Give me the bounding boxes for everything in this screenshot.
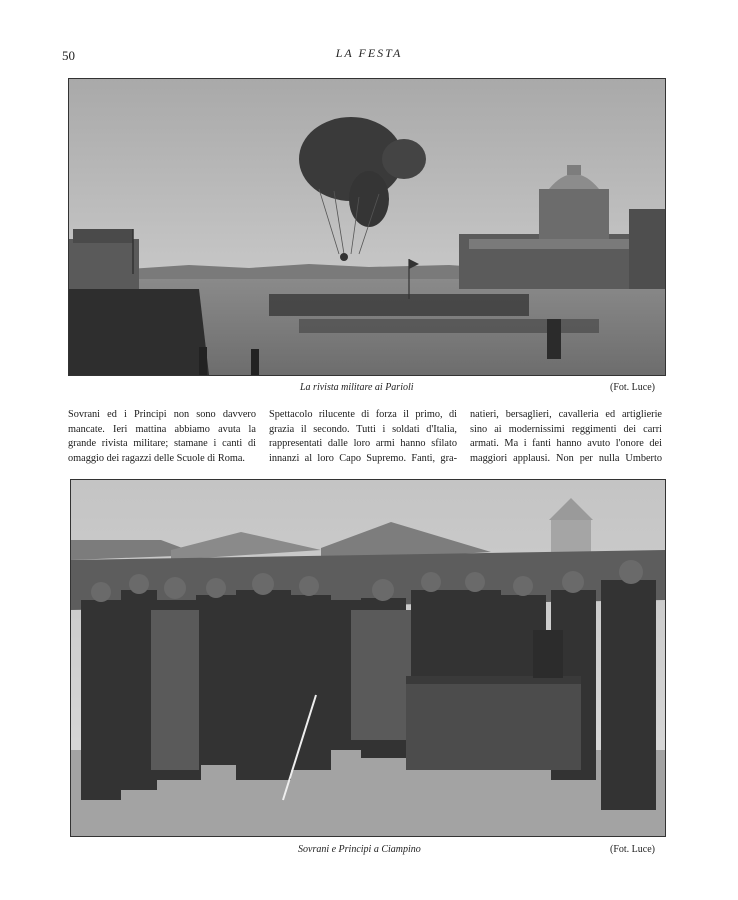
article-column-1 — [68, 408, 256, 466]
article-column-3 — [470, 408, 662, 466]
column-line: Sovrani ed i Principi non sono davvero — [68, 409, 256, 420]
column-line: grande rivista militare; stamane i canti di — [68, 438, 256, 450]
photo-credit-2: (Fot. Luce) — [610, 844, 655, 855]
column-line: grazia il secondo. Tutti i soldati d'Italia, — [269, 423, 457, 435]
column-line: maggiori applausi. Non per nulla Umberto — [470, 452, 662, 464]
column-line: armati. Ma i fanti hanno avuto l'onore dei — [470, 438, 662, 450]
running-title: LA FESTA — [335, 46, 403, 60]
column-line: omaggio dei ragazzi delle Scuole di Roma. — [68, 452, 245, 464]
column-line: rappresentati dalle loro armi hanno sfilato — [269, 438, 457, 450]
column-line: innanzi al loro Capo Supremo. Fanti, gra- — [269, 452, 457, 464]
article-column-2 — [269, 408, 457, 466]
column-line: natieri, bersaglieri, cavalleria ed artiglierie — [470, 409, 662, 420]
photo-caption-1: La rivista militare ai Parioli — [300, 382, 414, 393]
column-line: sino ai modernissimi reggimenti dei carri — [470, 423, 662, 435]
column-line: Spettacolo rilucente di forza il primo, di — [269, 409, 457, 420]
column-line: mancate. Ieri mattina abbiamo avuta la — [68, 423, 256, 435]
photo-ciampino — [70, 479, 666, 837]
page-number: 50 — [62, 48, 75, 63]
photo-credit-1: (Fot. Luce) — [610, 382, 655, 393]
military-review-image — [69, 79, 665, 375]
ciampino-image — [71, 480, 665, 836]
photo-military-review — [68, 78, 666, 376]
photo-caption-2: Sovrani e Principi a Ciampino — [298, 844, 421, 855]
